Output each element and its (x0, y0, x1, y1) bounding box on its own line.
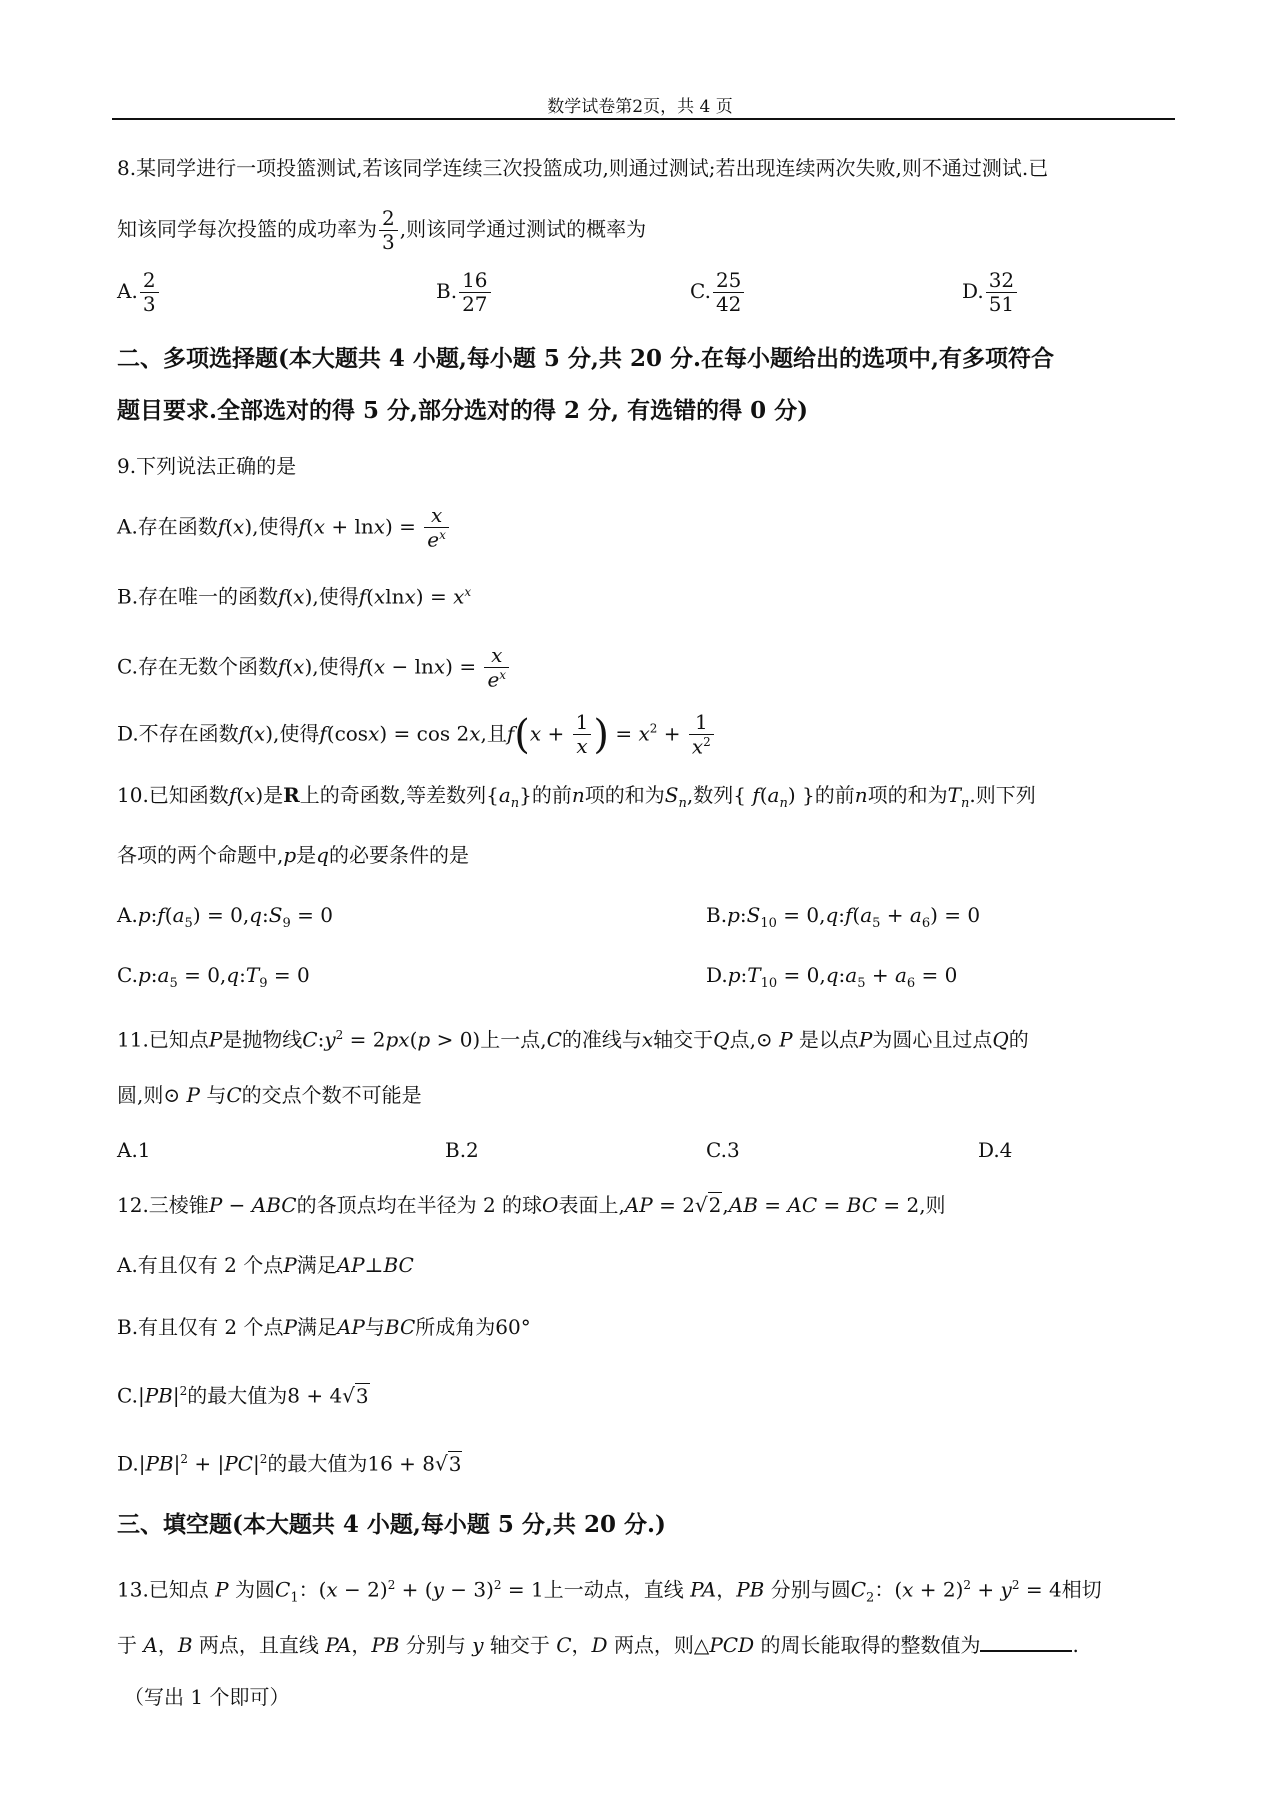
q13-p4: 上一动点，直线 (543, 1577, 684, 1602)
q11-option-c: C.3 (706, 1138, 740, 1162)
q10-p7: 的前 (814, 783, 855, 807)
section3-heading: 三、填空题(本大题共 4 小题,每小题 5 分,共 20 分.) (117, 1511, 666, 1538)
q8-option-d-num: 32 (986, 270, 1017, 293)
q11-option-b: B.2 (445, 1138, 479, 1162)
q13-p2: 为圆 (235, 1577, 275, 1602)
q8-frac-num: 2 (379, 208, 398, 231)
q8-option-c-num: 25 (713, 270, 744, 293)
q12-stem: 12.三棱锥P − ABC的各顶点均在半径为 2 的球O表面上,AP = 2√2,AB = AC = BC = 2,则 (117, 1193, 946, 1217)
q12-p2: 的各顶点均在半径为 2 的球 (296, 1193, 543, 1217)
q10-p3: 上的奇函数,等差数列 (299, 783, 487, 807)
q13-line2-a: 于 (117, 1633, 137, 1657)
q9-d-and: ,且 (480, 721, 507, 746)
q13-line2-c: 两点，且直线 (198, 1633, 319, 1657)
q8-option-d-label: D. (962, 279, 984, 303)
q8-option-c-den: 42 (715, 292, 742, 316)
q10-d-label: D. (706, 963, 728, 987)
q8-option-b-label: B. (436, 279, 458, 303)
q10-option-d: $D.p:T_{10}$ = $0,q:a_5 + a_6 = 0$ (706, 963, 958, 991)
q12-d-a: D. (117, 1451, 139, 1476)
q11-option-d: D.4 (978, 1138, 1013, 1162)
q13-line2-d: ， (351, 1633, 372, 1657)
q11-p2: 是抛物线 (222, 1027, 303, 1052)
q12-a-a: A.有且仅有 2 个点 (117, 1253, 284, 1277)
q10-p2: 是 (263, 783, 284, 807)
q9-option-b: B.存在唯一的函数f(x),使得$f(xlnx) = x^x$ (117, 584, 472, 609)
q9-a-text: A.存在函数 (117, 514, 218, 539)
q12-b-c: 与 (364, 1315, 385, 1339)
page-header: 数学试卷第2页，共 4 页 (547, 97, 733, 117)
q10-p8: 项的和为 (867, 783, 948, 807)
q8-option-a-label: A. (117, 279, 138, 303)
q9-option-c: C.存在无数个函数f(x),使得f(x − lnx) = $\frac{x}{e^x}$ (117, 645, 511, 691)
q10-option-a: $A.p:f(a_5)$ = $0,q:S_9 = 0$ (117, 903, 333, 931)
q12-b-d: 所成角为 (415, 1315, 496, 1339)
q13-p8: 相切 (1061, 1577, 1102, 1602)
q11-option-a: A.1 (117, 1138, 151, 1162)
q13-p6: 分别与圆 (770, 1577, 851, 1602)
section2-heading-line1: 二、多项选择题(本大题共 4 小题,每小题 5 分,共 20 分.在每小题给出的选项中,有多项符合 (117, 345, 1054, 372)
q10-p6: ,数列 (686, 783, 734, 807)
q9-c-mid: ,使得 (312, 654, 359, 679)
q13-line2: 于 A，B 两点，且直线 PA，PB 分别与 y 轴交于 C，D 两点，则△PCD 的周长能取得的整数值为 . (117, 1630, 1079, 1660)
q11-line2-a: 圆,则⊙ (117, 1083, 181, 1107)
q8-line2-pre: 知该同学每次投篮的成功率为 (117, 217, 377, 241)
q12-a-b: 满足 (296, 1253, 337, 1277)
q9-stem: 9.下列说法正确的是 (117, 454, 297, 478)
q13-line1: 13.已知点 P 为圆$C_1$：$(x - 2)^2 + (y - 3)^2 = 1$上一动点，直线 PA，PB 分别与圆$C_2$：$(x + 2)^2 + y^2 = 4$相切 (117, 1577, 1102, 1606)
q9-option-a: A.存在函数f(x),使得f(x + lnx) = $\frac{x}{e^x}$ (117, 505, 451, 551)
section2-heading-line2: 题目要求.全部选对的得 5 分,部分选对的得 2 分, 有选错的得 0 分) (117, 397, 808, 424)
q13-line2-end: . (1072, 1633, 1079, 1657)
q8-option-a-den: 3 (142, 292, 156, 316)
q10-line1: 10.已知函数f(x)是R上的奇函数,等差数列$\{a_n\}$的前n项的和为$S_n$,数列{ $f(a_n)$ }的前n项的和为$T_n$.则下列 (117, 783, 1036, 811)
q13-p7: ： (874, 1577, 895, 1602)
q12-option-a: A.有且仅有 2 个点P满足AP⊥BC (117, 1253, 414, 1277)
q11-p3: 上一点, (480, 1027, 547, 1052)
q8-option-a-num: 2 (140, 270, 159, 293)
q13-line2-b: ， (157, 1633, 178, 1657)
q10-line2-b: 是 (296, 843, 317, 867)
q9-b-mid: ,使得 (312, 584, 359, 609)
q8-option-d-den: 51 (988, 292, 1015, 316)
q8-fraction (379, 208, 398, 253)
q12-option-d: $D.|PB|^2 + |PC|^2$的最大值为16 + 8√3 (117, 1451, 462, 1476)
q11-line2-c: 的交点个数不可能是 (241, 1083, 422, 1107)
q13-line2-e: 分别与 (405, 1633, 466, 1657)
q10-line2-a: 各项的两个命题中, (117, 843, 284, 867)
q11-line1: 11.已知点P是抛物线$C:y^2 = 2px(p > 0)$上一点,C的准线与x轴交于Q点,⊙ P 是以点P为圆心且过点Q的 (117, 1027, 1029, 1052)
q8-option-b-num: 16 (459, 270, 490, 293)
q8-option-c-label: C. (690, 279, 711, 303)
q9-a-mid: ,使得 (252, 514, 299, 539)
q13-p1: 13.已知点 (117, 1577, 209, 1602)
q12-b-b: 满足 (296, 1315, 337, 1339)
q11-p6: 点,⊙ (729, 1027, 773, 1052)
q8-line2 (117, 208, 646, 253)
q12-b-a: B.有且仅有 2 个点 (117, 1315, 284, 1339)
q8-option-b-den: 27 (462, 292, 488, 316)
q12-c-a: C. (117, 1383, 138, 1408)
q10-p1: 10.已知函数 (117, 783, 229, 807)
q10-option-b: $B.p:S_{10}$ = $0,q:f(a_5 + a_6) = 0$ (706, 903, 981, 931)
q13-line2-g: ， (571, 1633, 592, 1657)
answer-blank[interactable] (980, 1630, 1072, 1652)
q12-option-b: B.有且仅有 2 个点P满足AP与BC所成角为60° (117, 1315, 531, 1339)
q12-d-b: 的最大值为 (267, 1451, 368, 1476)
q10-p5: 项的和为 (584, 783, 665, 807)
q11-p5: 轴交于 (653, 1027, 714, 1052)
q9-d-mid: ,使得 (273, 721, 320, 746)
q10-p9: .则下列 (969, 783, 1036, 807)
q8-line1: 8.某同学进行一项投篮测试,若该同学连续三次投篮成功,则通过测试;若出现连续两次失败,则不通过测试.已 (117, 156, 1049, 180)
q11-p9: 的 (1008, 1027, 1029, 1052)
q12-option-c: $C.|PB|^2$的最大值为8 + 4√3 (117, 1383, 369, 1408)
q11-line2: 圆,则⊙ P 与C的交点个数不可能是 (117, 1083, 422, 1107)
q13-p3: ： (298, 1577, 319, 1602)
q11-p8: 为圆心且过点 (872, 1027, 993, 1052)
q13-p5: ， (716, 1577, 737, 1602)
q10-line2: 各项的两个命题中,p是q的必要条件的是 (117, 843, 469, 867)
q10-c-label: C. (117, 963, 138, 987)
header-rule (112, 118, 1175, 120)
q11-line2-b: 与 (206, 1083, 227, 1107)
q13-line2-h: 两点，则△ (613, 1633, 710, 1657)
q8-frac-den: 3 (382, 230, 395, 254)
q12-p1: 12.三棱锥 (117, 1193, 209, 1217)
q8-option-d (962, 270, 1019, 315)
q12-p3: 表面上, (558, 1193, 625, 1217)
q9-c-text: C.存在无数个函数 (117, 654, 278, 679)
q13-line2-f: 轴交于 (489, 1633, 550, 1657)
q9-option-d: D.不存在函数f(x),使得f(cosx) = cos 2x,且f(x + $\frac{1}{x}$ ) = $x^2$ + $\frac{1}{x^2}$ (117, 712, 716, 758)
q13-line2-i: 的周长能取得的整数值为 (760, 1633, 981, 1657)
q11-p1: 11.已知点 (117, 1027, 209, 1052)
q10-a-label: A. (117, 903, 138, 927)
q8-line2-post: ,则该同学通过测试的概率为 (399, 217, 647, 241)
q10-line2-c: 的必要条件的是 (328, 843, 469, 867)
q10-option-c: $C.p:a_5$ = $0,q:T_9 = 0$ (117, 963, 310, 991)
q10-p4: 的前 (531, 783, 572, 807)
q9-d-text: D.不存在函数 (117, 721, 239, 746)
q8-option-b (436, 270, 493, 315)
q10-b-label: B. (706, 903, 728, 927)
q11-p7: 是以点 (798, 1027, 859, 1052)
q12-c-b: 的最大值为 (187, 1383, 288, 1408)
q9-b-text: B.存在唯一的函数 (117, 584, 279, 609)
q11-p4: 的准线与 (561, 1027, 642, 1052)
q13-line3: （写出 1 个即可） (124, 1685, 290, 1709)
q8-option-c (690, 270, 746, 315)
q8-option-a (117, 270, 161, 315)
